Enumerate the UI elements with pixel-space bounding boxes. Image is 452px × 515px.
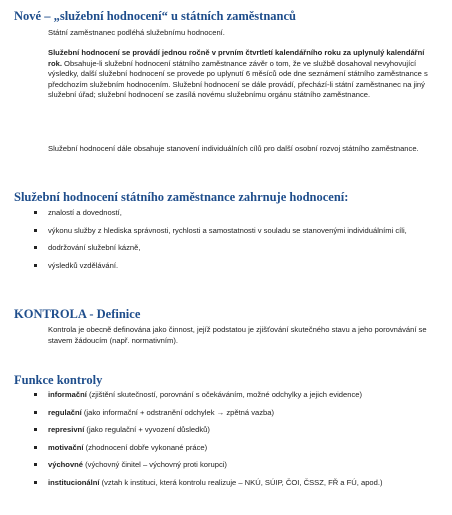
- list-item: motivační (zhodnocení dobře vykonané práce): [0, 443, 440, 454]
- list-item: dodržování služební kázně,: [0, 243, 440, 254]
- list-item: informační (zjištění skutečností, porovnání s očekáváním, možné odchylky a jejich evidence): [0, 390, 440, 401]
- s2-bullet-list: [0, 208, 440, 271]
- s4-bullet-list: [0, 390, 440, 488]
- s1-paragraph-3: Služební hodnocení dále obsahuje stanovení individuálních cílů pro další osobní rozvoj státního zaměstnance.: [48, 144, 419, 153]
- list-item: výsledků vzdělávání.: [0, 261, 440, 272]
- section-heading-funkce: Funkce kontroly: [14, 373, 103, 387]
- section-heading-nove: Nové – „služební hodnocení“ u státních zaměstnanců: [14, 9, 296, 23]
- section-heading-kontrola: KONTROLA - Definice: [14, 307, 141, 321]
- bullet-icon: [34, 463, 37, 466]
- list-item: institucionální (vztah k instituci, která kontrolu realizuje – NKÚ, SÚIP, ČOI, ČSSZ, FŘ a FÚ, apod.): [0, 478, 440, 489]
- bullet-icon: [34, 246, 37, 249]
- bullet-icon: [34, 481, 37, 484]
- list-item: výchovné (výchovný činitel – výchovný proti korupci): [0, 460, 440, 471]
- s1-paragraph-2-bold: Služební hodnocení se provádí jednou ročně v prvním čtvrtletí kalendářního roku za uplynulý kalendářní rok.: [48, 48, 425, 68]
- list-item: výkonu služby z hlediska správnosti, rychlosti a samostatnosti v souladu se stanovenými individuálními cíli,: [0, 226, 440, 237]
- s1-paragraph-2: [48, 48, 440, 101]
- s1-paragraph-1: Státní zaměstnanec podléhá služebnímu hodnocení.: [48, 28, 225, 37]
- s3-paragraph: Kontrola je obecně definována jako činnost, jejíž podstatou je zjišťování skutečného stavu a jeho porovnávání se stavem žádoucím (např. normativním).: [48, 325, 427, 345]
- bullet-icon: [34, 411, 37, 414]
- bullet-icon: [34, 229, 37, 232]
- list-item: represivní (jako regulační + vyvození důsledků): [0, 425, 440, 436]
- bullet-icon: [34, 264, 37, 267]
- list-item: znalostí a dovedností,: [0, 208, 440, 219]
- list-item: regulační (jako informační + odstranění odchylek → zpětná vazba): [0, 408, 440, 419]
- s1-paragraph-2-rest: Obsahuje-li služební hodnocení státního zaměstnance závěr o tom, že ve službě dosahoval nevyhovující výsledky, další služební hodnocení se provede po uplynutí 6 měsíců ode dne seznámení státního zaměstnance s předchozím služebním hodnocením. Služební hodnocení se dále provádí, přechází-li státní zaměstnanec na jiný služební úřad; služební hodnocení se zasílá novému služebnímu orgánu státního zaměstnance.: [48, 58, 428, 99]
- bullet-icon: [34, 211, 37, 214]
- bullet-icon: [34, 446, 37, 449]
- bullet-icon: [34, 393, 37, 396]
- section-heading-hodnoceni: Služební hodnocení státního zaměstnance zahrnuje hodnocení:: [14, 190, 349, 204]
- bullet-icon: [34, 428, 37, 431]
